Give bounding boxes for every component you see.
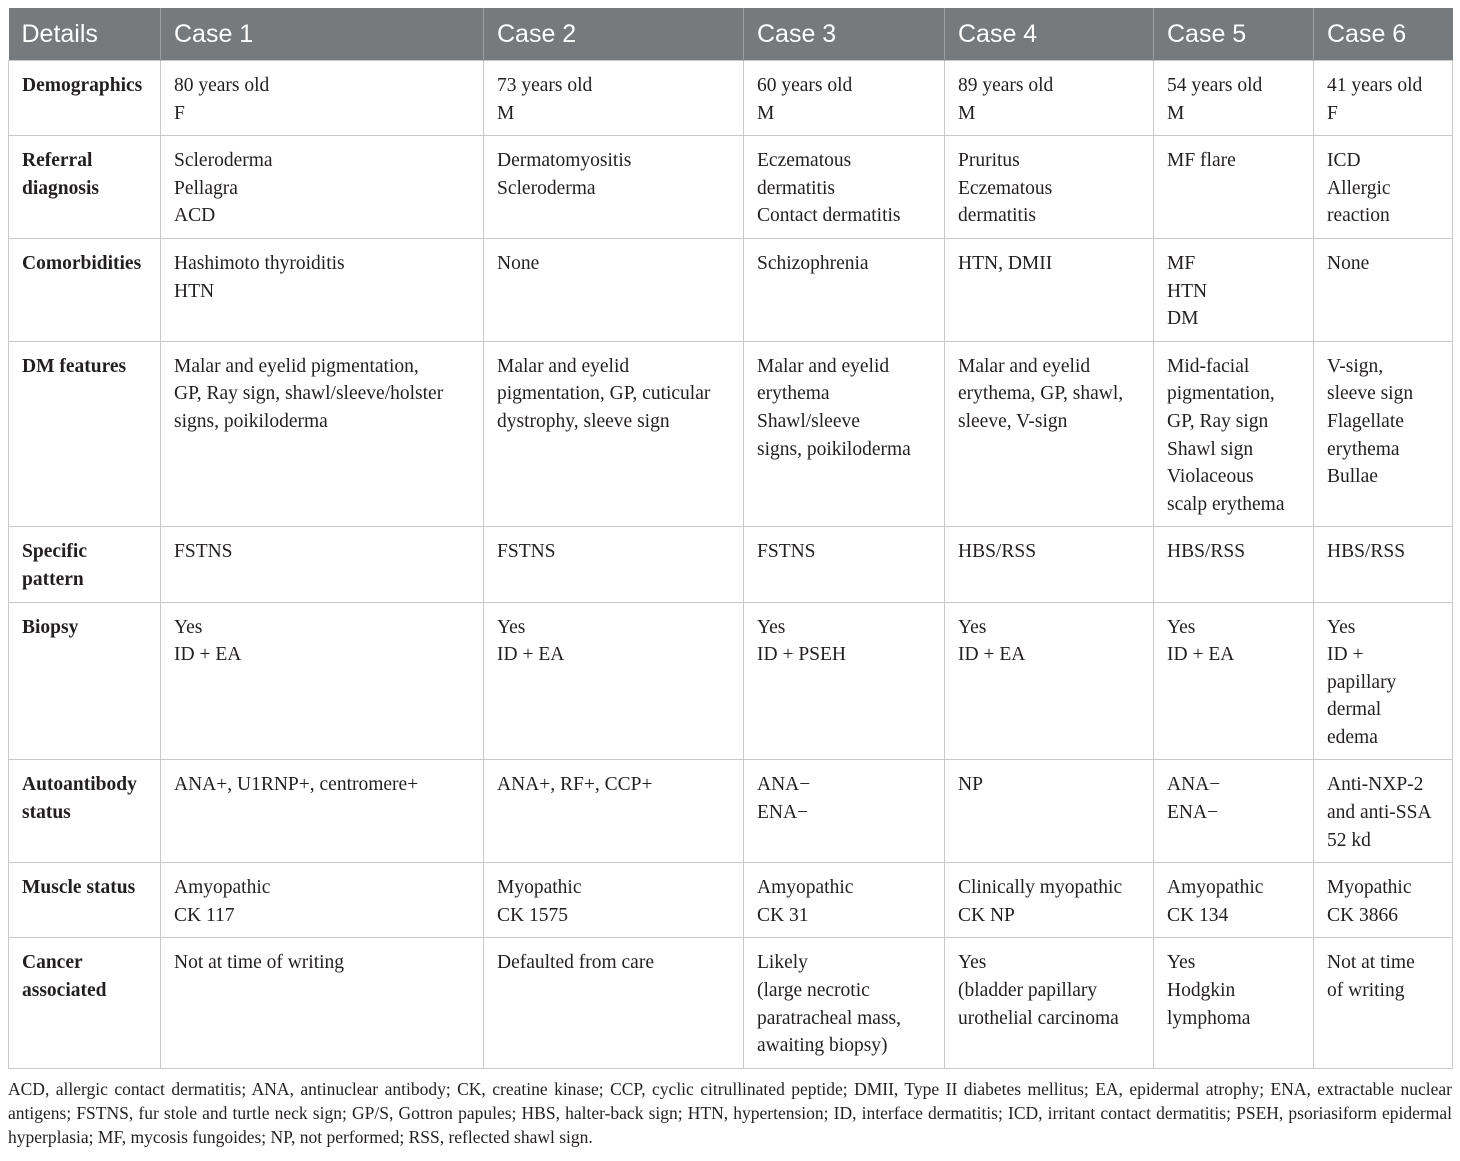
table-cell: HBS/RSS [1154, 527, 1314, 602]
table-cell: V-sign, sleeve sign Flagellate erythema Bullae [1314, 341, 1453, 527]
table-cell: Malar and eyelid pigmentation, GP, cuticular dystrophy, sleeve sign [484, 341, 744, 527]
table-cell: 54 years old M [1154, 61, 1314, 136]
table-cell: Clinically myopathic CK NP [945, 863, 1154, 938]
table-cell: 73 years old M [484, 61, 744, 136]
table-cell: Likely (large necrotic paratracheal mass, awaiting biopsy) [744, 938, 945, 1068]
table-cell: Yes ID + EA [1154, 602, 1314, 760]
column-header-details: Details [9, 8, 161, 61]
row-label: Referral diagnosis [9, 136, 161, 239]
table-cell: Pruritus Eczematous dermatitis [945, 136, 1154, 239]
row-label: Specific pattern [9, 527, 161, 602]
table-cell: Anti-NXP-2 and anti-SSA 52 kd [1314, 760, 1453, 863]
row-comorbidities [9, 238, 1453, 341]
table-cell: HTN, DMII [945, 238, 1154, 341]
table-cell: Schizophrenia [744, 238, 945, 341]
row-muscle-status [9, 863, 1453, 938]
table-cell: Malar and eyelid pigmentation, GP, Ray sign, shawl/sleeve/holster signs, poikiloderma [161, 341, 484, 527]
column-header-case-1: Case 1 [161, 8, 484, 61]
table-cell: Dermatomyositis Scleroderma [484, 136, 744, 239]
table-cell: Yes Hodgkin lymphoma [1154, 938, 1314, 1068]
table-cell: Eczematous dermatitis Contact dermatitis [744, 136, 945, 239]
case-table-container [8, 8, 1452, 1069]
row-label: Comorbidities [9, 238, 161, 341]
header-row [9, 8, 1453, 61]
table-cell: None [484, 238, 744, 341]
table-cell: 41 years old F [1314, 61, 1453, 136]
table-cell: FSTNS [744, 527, 945, 602]
table-cell: ANA+, U1RNP+, centromere+ [161, 760, 484, 863]
table-cell: Amyopathic CK 117 [161, 863, 484, 938]
case-comparison-table [8, 8, 1453, 1069]
row-label: DM features [9, 341, 161, 527]
table-cell: Yes ID + PSEH [744, 602, 945, 760]
row-specific-pattern [9, 527, 1453, 602]
table-cell: Yes ID + EA [945, 602, 1154, 760]
row-label: Biopsy [9, 602, 161, 760]
table-cell: Not at time of writing [1314, 938, 1453, 1068]
table-cell: HBS/RSS [1314, 527, 1453, 602]
column-header-case-3: Case 3 [744, 8, 945, 61]
table-cell: Myopathic CK 3866 [1314, 863, 1453, 938]
row-autoantibody-status [9, 760, 1453, 863]
row-label: Cancer associated [9, 938, 161, 1068]
table-cell: None [1314, 238, 1453, 341]
table-cell: Malar and eyelid erythema, GP, shawl, sleeve, V-sign [945, 341, 1154, 527]
table-cell: FSTNS [161, 527, 484, 602]
table-cell: ICD Allergic reaction [1314, 136, 1453, 239]
table-cell: Amyopathic CK 134 [1154, 863, 1314, 938]
table-cell: Defaulted from care [484, 938, 744, 1068]
table-cell: FSTNS [484, 527, 744, 602]
row-referral-diagnosis [9, 136, 1453, 239]
column-header-case-6: Case 6 [1314, 8, 1453, 61]
table-cell: NP [945, 760, 1154, 863]
table-cell: Hashimoto thyroiditis HTN [161, 238, 484, 341]
table-cell: Mid-facial pigmentation, GP, Ray sign Shawl sign Violaceous scalp erythema [1154, 341, 1314, 527]
row-label: Autoantibody status [9, 760, 161, 863]
table-cell: Yes ID + EA [161, 602, 484, 760]
table-cell: MF flare [1154, 136, 1314, 239]
table-cell: Yes ID + papillary dermal edema [1314, 602, 1453, 760]
row-label: Demographics [9, 61, 161, 136]
table-cell: Amyopathic CK 31 [744, 863, 945, 938]
column-header-case-2: Case 2 [484, 8, 744, 61]
row-demographics [9, 61, 1453, 136]
row-biopsy [9, 602, 1453, 760]
table-cell: MF HTN DM [1154, 238, 1314, 341]
table-footnote: ACD, allergic contact dermatitis; ANA, antinuclear antibody; CK, creatine kinase; CCP, cyclic citrullinated peptide; DMII, Type II diabetes mellitus; EA, epidermal atrophy; ENA, extractable nuclear antigens; FSTNS, fur stole and turtle neck sign; GP/S, Gottron papules; HBS, halter-back sign; HTN, hypertension; ID, interface dermatitis; ICD, irritant contact dermatitis; PSEH, psoriasiform epidermal hyperplasia; MF, mycosis fungoides; NP, not performed; RSS, reflected shawl sign. [8, 1079, 1452, 1147]
table-cell: 60 years old M [744, 61, 945, 136]
row-label: Muscle status [9, 863, 161, 938]
table-cell: ANA+, RF+, CCP+ [484, 760, 744, 863]
table-cell: Scleroderma Pellagra ACD [161, 136, 484, 239]
table-cell: Yes (bladder papillary urothelial carcinoma [945, 938, 1154, 1068]
row-cancer-associated [9, 938, 1453, 1068]
row-dm-features [9, 341, 1453, 527]
table-cell: ANA− ENA− [1154, 760, 1314, 863]
table-cell: 80 years old F [161, 61, 484, 136]
table-cell: Yes ID + EA [484, 602, 744, 760]
table-cell: Myopathic CK 1575 [484, 863, 744, 938]
column-header-case-5: Case 5 [1154, 8, 1314, 61]
table-cell: Malar and eyelid erythema Shawl/sleeve signs, poikiloderma [744, 341, 945, 527]
column-header-case-4: Case 4 [945, 8, 1154, 61]
table-cell: ANA− ENA− [744, 760, 945, 863]
table-cell: Not at time of writing [161, 938, 484, 1068]
table-cell: 89 years old M [945, 61, 1154, 136]
table-cell: HBS/RSS [945, 527, 1154, 602]
